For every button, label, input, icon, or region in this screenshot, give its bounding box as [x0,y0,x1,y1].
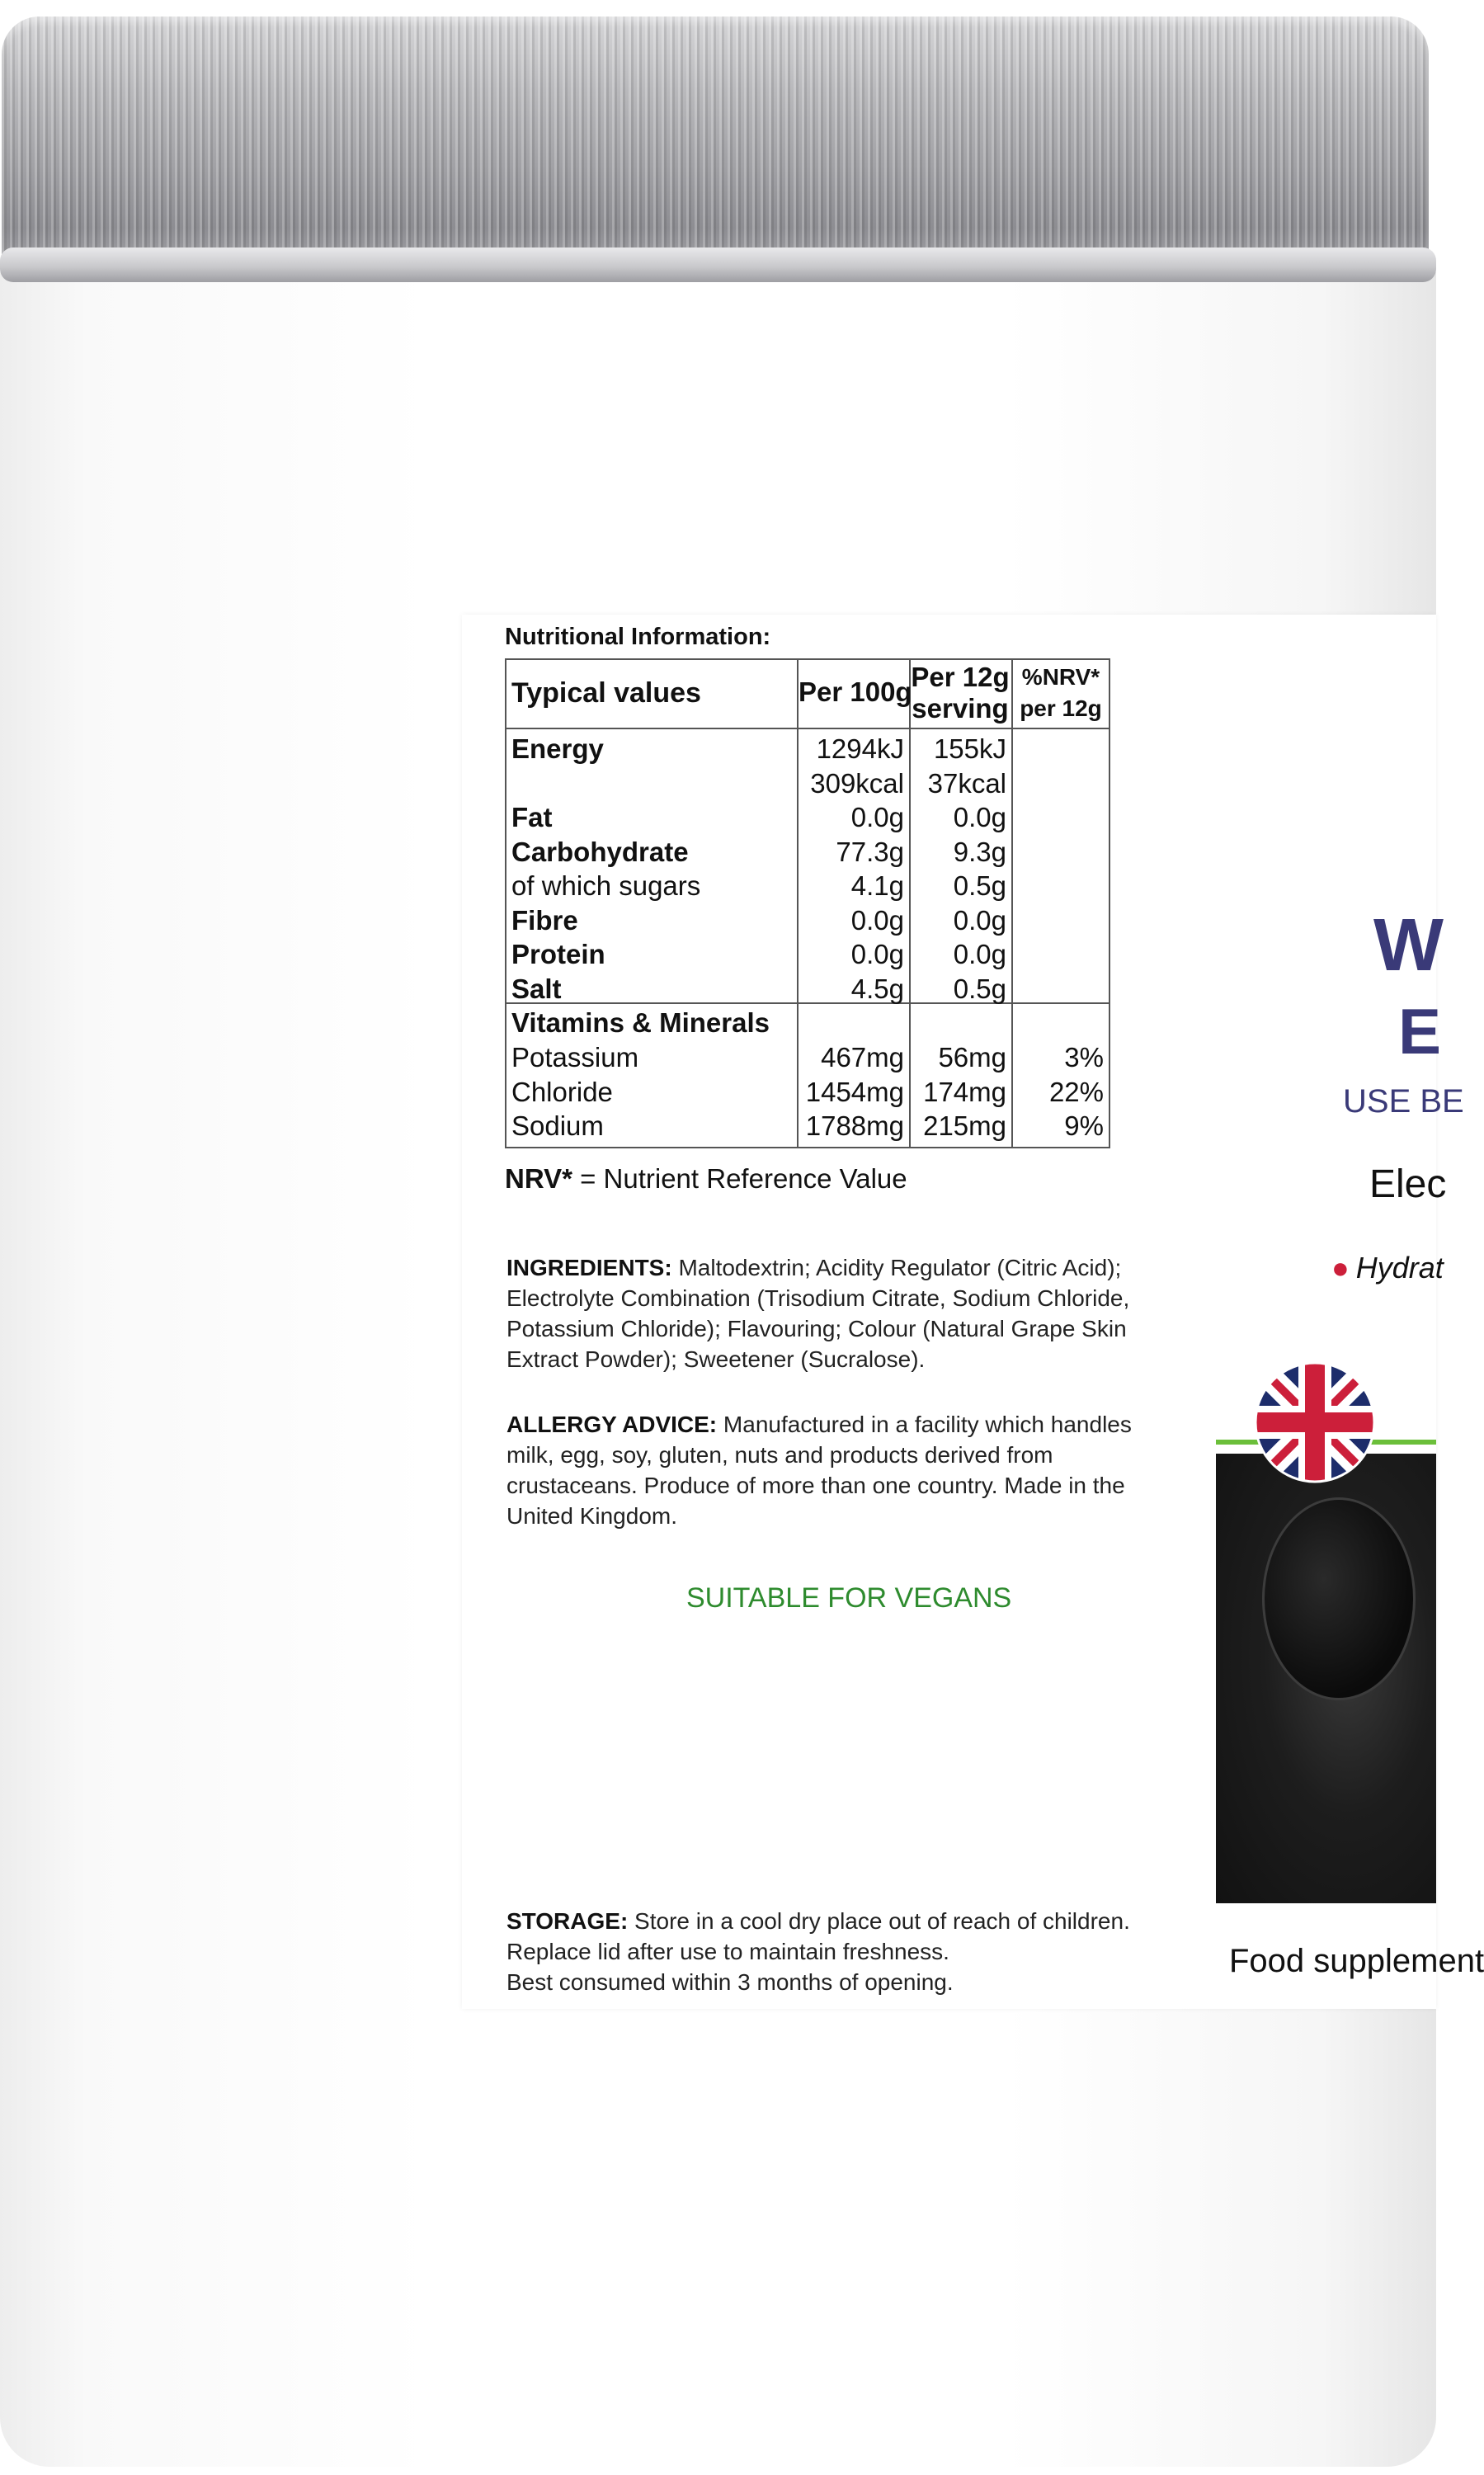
header-per-100g: Per 100g [799,676,912,707]
nutrient-per-12g: 9.3g [953,836,1006,867]
mineral-per-100g: 1788mg [805,1110,904,1141]
nutrient-label: of which sugars [511,870,701,901]
mineral-nrv: 3% [1064,1042,1104,1072]
allergy-body: Manufactured in a facility which handles milk, egg, soy, gluten, nuts and products derived from crustaceans. Produce of more than one country. Made in the United Kingdom. [506,1412,1132,1529]
mineral-label: Potassium [511,1042,639,1072]
allergy-text [506,1409,1183,1531]
mineral-per-12g: 56mg [938,1042,1006,1072]
nutrient-per-12g: 155kJ [933,733,1006,764]
nutrient-per-100g: 0.0g [850,939,904,969]
header-nrv-per-12g: per 12g [1020,695,1102,721]
storage-heading: STORAGE: [506,1908,629,1934]
scoop-image [1262,1497,1416,1700]
mineral-label: Sodium [511,1110,604,1141]
nutrient-per-100g: 4.5g [850,973,904,1004]
allergy-heading: ALLERGY ADVICE: [506,1412,718,1437]
front-food-supplement: Food supplement [1229,1943,1484,1979]
nutrient-label: Fibre [511,904,578,936]
jar-lid [2,16,1429,280]
header-nrv: %NRV* [1021,664,1100,690]
mineral-per-12g: 215mg [923,1110,1006,1141]
table-divider [506,728,1109,729]
nutrient-per-100g: 4.1g [850,870,904,901]
header-per-12g: Per 12g [911,662,1010,692]
nutrient-label: Protein [511,939,605,969]
nutrient-per-12g: 0.0g [953,939,1006,969]
nutrient-label: Fat [511,802,553,832]
vitamins-heading: Vitamins & Minerals [511,1007,770,1038]
mineral-label: Chloride [511,1076,613,1107]
nutrient-per-12g: 0.0g [953,904,1006,936]
front-bullet [1331,1251,1444,1285]
mineral-per-100g: 1454mg [805,1076,904,1107]
nutrition-title: Nutritional Information: [505,624,771,650]
ingredients-heading: INGREDIENTS: [506,1255,672,1280]
nutrient-label: Energy [511,733,604,764]
nutrient-per-12g: 0.5g [953,870,1006,901]
nrv-note [505,1163,907,1195]
storage-line-1: Store in a cool dry place out of reach of children. [628,1908,1130,1934]
nutrient-label: Carbohydrate [511,836,689,867]
mineral-per-100g: 467mg [821,1042,904,1072]
ingredients-body: Maltodextrin; Acidity Regulator (Citric Acid); Electrolyte Combination (Trisodium Citrate, Sodium Chloride, Potassium Chloride); Flavouring; Colour (Natural Grape Skin Extract Powder); Sweetener (Sucralose). [506,1255,1130,1372]
header-serving: serving [912,693,1009,724]
nutrition-table [505,658,1110,1148]
nutrient-per-100g: 0.0g [850,904,904,936]
uk-flag-icon [1254,1361,1376,1483]
front-title-line-2: E [1398,995,1442,1068]
front-use-text: USE BE [1343,1083,1464,1120]
nutrient-per-12g: 0.5g [953,973,1006,1004]
nutrient-per-100g: 1294kJ [816,733,904,764]
nutrient-per-12g: 37kcal [927,767,1006,799]
nrv-key: NRV* [505,1163,572,1194]
nrv-text: = Nutrient Reference Value [572,1163,907,1194]
nutrient-per-100g: 77.3g [836,836,904,867]
nutrient-per-12g: 0.0g [953,802,1006,832]
vegan-badge: SUITABLE FOR VEGANS [686,1582,1012,1614]
bullet-dot-icon: ● [1331,1251,1350,1285]
front-elec-text: Elec [1369,1162,1447,1206]
nutrient-label: Salt [511,973,562,1004]
mineral-nrv: 22% [1048,1076,1104,1107]
storage-line-2: Replace lid after use to maintain freshness. [506,1939,949,1964]
front-bullet-text: Hydrat [1355,1251,1444,1285]
nutrient-per-100g: 309kcal [810,767,904,799]
storage-text [506,1906,1249,1997]
storage-line-3: Best consumed within 3 months of opening. [506,1969,954,1995]
header-typical-values: Typical values [511,677,701,709]
jar-lid-rim [0,248,1436,282]
ingredients-text [506,1252,1183,1374]
nutrient-per-100g: 0.0g [850,802,904,832]
front-title-line-1: W [1373,904,1444,987]
mineral-nrv: 9% [1064,1110,1104,1141]
mineral-per-12g: 174mg [923,1076,1006,1107]
